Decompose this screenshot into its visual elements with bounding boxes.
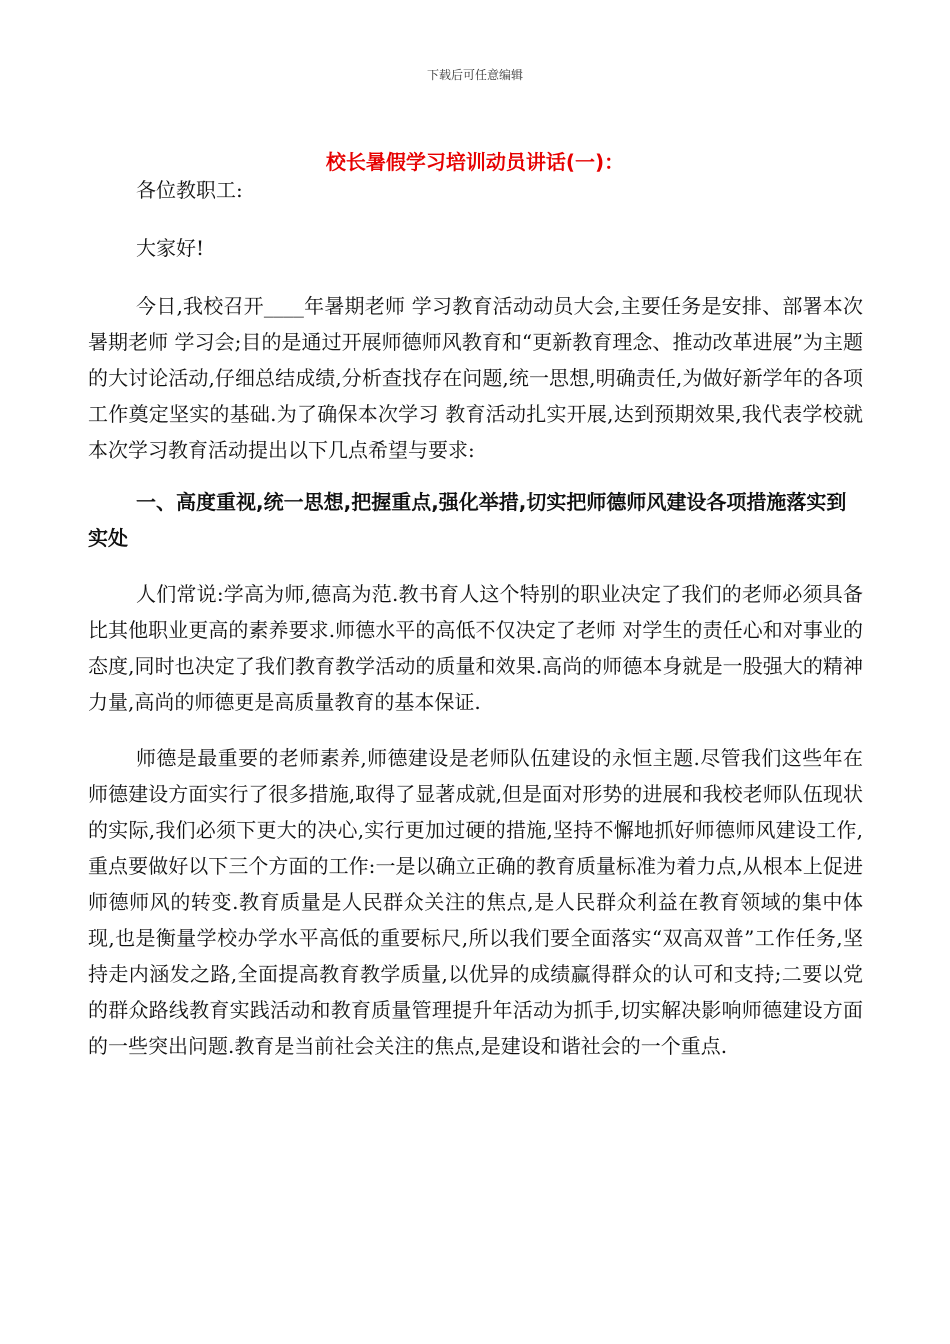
paragraph-ethics-construction: 师德是最重要的老师素养,师德建设是老师队伍建设的永恒主题.尽管我们这些年在师德建设方面实行了很多措施,取得了显著成就,但是面对形势的进展和我校老师队伍现状的实际,我们必须下更大的决心,实行更加过硬的措施,坚持不懈地抓好师德师风建设工作,重点要做好以下三个方面的工作:一是以确立正确的教育质量标准为着力点,从根本上促进师德师风的转变.教育质量是人民群众关注的焦点,是人民群众利益在教育领域的集中体现,也是衡量学校办学水平高低的重要标尺,所以我们要全面落实“双高双普”工作任务,坚持走内涵发之路,全面提高教育教学质量,以优异的成绩赢得群众的认可和支持;二要以党的群众路线教育实践活动和教育质量管理提升年活动为抓手,切实解决影响师德建设方面的一些突出问题.教育是当前社会关注的焦点,是建设和谐社会的一个重点.: [88, 746, 863, 1058]
header-note: 下载后可任意编辑: [426, 68, 523, 82]
document-body: [88, 172, 863, 1064]
greeting-line-2: 大家好!: [136, 236, 205, 260]
greeting-line-1: 各位教职工:: [136, 178, 243, 202]
document-title: 校长暑假学习培训动员讲话(一)：: [325, 150, 625, 174]
paragraph-teacher-ethics: 人们常说:学高为师,德高为范.教书育人这个特别的职业决定了我们的老师必须具备比其他职业更高的素养要求.师德水平的高低不仅决定了老师 对学生的责任心和对事业的态度,同时也决定了我们教育教学活动的质量和效果.高尚的师德本身就是一股强大的精神力量,高尚的师德更是高质量教育的基本保证.: [88, 582, 863, 714]
section-heading-1: 一、高度重视,统一思想,把握重点,强化举措,切实把师德师风建设各项措施落实到实处: [88, 490, 847, 550]
paragraph-intro: 今日,我校召开____年暑期老师 学习教育活动动员大会,主要任务是安排、部署本次暑期老师 学习会;目的是通过开展师德师风教育和“更新教育理念、推动改革进展”为主题的大讨论活动,仔细总结成绩,分析查找存在问题,统一思想,明确责任,为做好新学年的各项工作奠定坚实的基础.为了确保本次学习 教育活动扎实开展,达到预期效果,我代表学校就本次学习教育活动提出以下几点希望与要求:: [88, 294, 863, 462]
